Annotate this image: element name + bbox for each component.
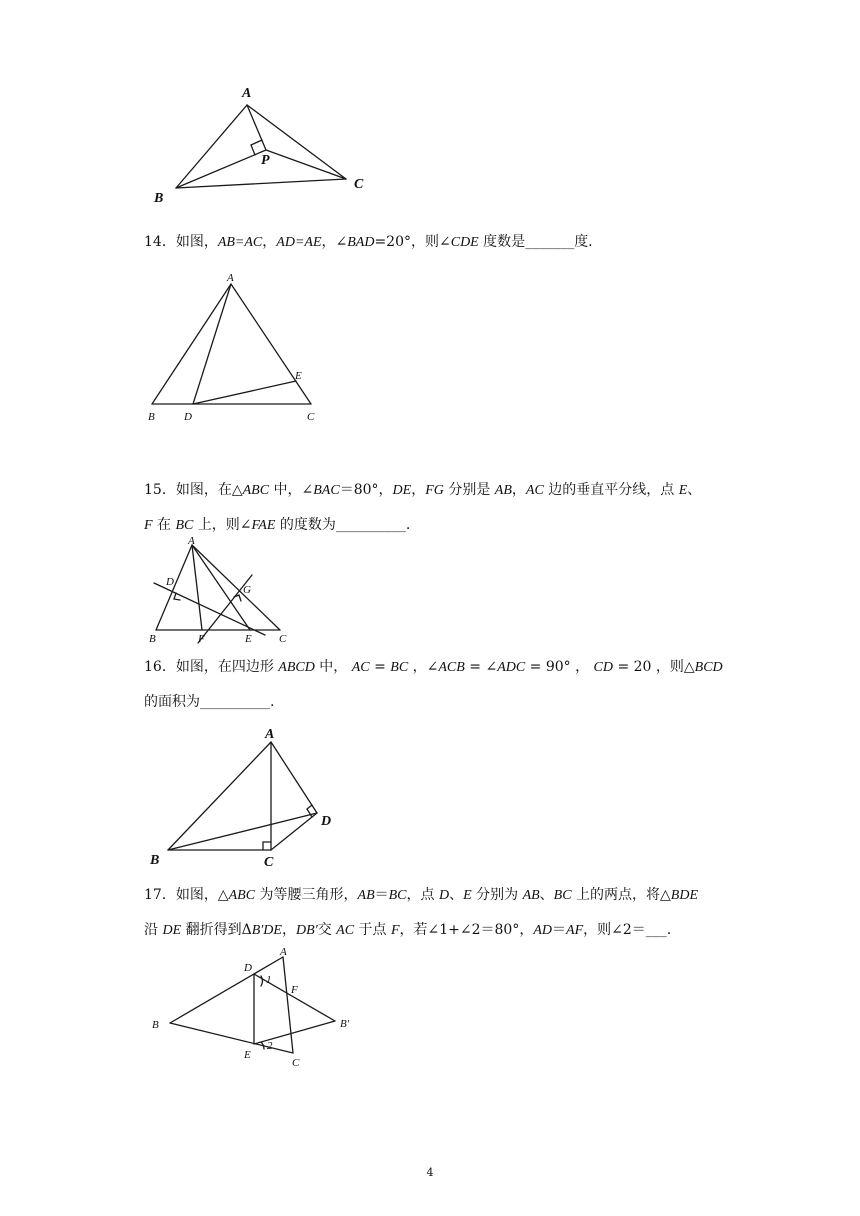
- question-14: 14．如图，AB=AC，AD=AE，∠BAD=20°，则∠CDE 度数是_______度.: [144, 234, 593, 250]
- segment-cp: [266, 150, 346, 179]
- segment-ad: [271, 742, 317, 813]
- label-b: B: [148, 411, 155, 423]
- label-f: F: [198, 633, 205, 645]
- segment-ac: [283, 957, 293, 1053]
- label-c: C: [279, 633, 287, 645]
- label-e: E: [244, 1049, 251, 1061]
- answer-blank[interactable]: __________: [335, 517, 406, 533]
- right-angle-mark-c: [263, 842, 271, 850]
- answer-blank[interactable]: _______: [525, 234, 575, 250]
- label-d: D: [321, 814, 332, 829]
- label-e: E: [245, 633, 252, 645]
- label-f: F: [291, 984, 298, 996]
- segment-ab: [156, 545, 192, 630]
- question-15: 15．如图，在△ABC 中，∠BAC＝80°，DE，FG 分别是 AB，AC 边的垂直平分线，点 E、 F 在 BC 上，则∠FAE 的度数为__________.: [144, 482, 702, 533]
- label-b: B: [152, 1019, 159, 1031]
- label-1: 1: [266, 974, 272, 986]
- question-16: 16．如图，在四边形 ABCD 中， AC = BC ，∠ACB = ∠ADC = 90° ， CD = 20 ，则△BCD 的面积为__________.: [144, 659, 723, 710]
- segment-ad: [193, 284, 231, 404]
- segment-ab: [168, 742, 271, 850]
- label-d: D: [184, 411, 192, 423]
- label-a: A: [188, 535, 195, 547]
- segment-ac: [192, 545, 280, 630]
- label-a: A: [242, 86, 252, 101]
- segment-bc: [176, 179, 346, 188]
- label-c: C: [264, 855, 274, 870]
- label-a: A: [265, 727, 275, 742]
- segment-ab: [176, 105, 247, 188]
- figure-16: [140, 722, 360, 874]
- label-d: D: [166, 576, 174, 588]
- right-angle-mark-g: [234, 595, 241, 601]
- answer-blank[interactable]: ___: [645, 922, 667, 938]
- figure-13: [140, 80, 380, 210]
- segment-de: [193, 381, 296, 404]
- label-c: C: [307, 411, 315, 423]
- label-b: B: [150, 853, 160, 868]
- label-c: C: [292, 1057, 300, 1069]
- label-d: D: [244, 962, 252, 974]
- figure-15: [140, 535, 300, 647]
- figure-17: [140, 945, 380, 1075]
- label-2: 2: [267, 1040, 273, 1052]
- segment-ba: [170, 957, 283, 1023]
- label-e: E: [295, 370, 302, 382]
- label-c: C: [354, 177, 364, 192]
- segment-bp: [176, 150, 266, 188]
- angle-mark-1: [261, 976, 263, 986]
- label-p: P: [261, 153, 270, 168]
- segment-ab: [152, 284, 231, 404]
- answer-blank[interactable]: __________: [200, 694, 270, 710]
- label-a: A: [227, 272, 234, 284]
- question-17: 17．如图，△ABC 为等腰三角形，AB＝BC，点 D、E 分别为 AB、BC 上的两点，将△BDE 沿 DE 翻折得到ΔB′DE，DB′交 AC 于点 F，若∠1+∠2＝80°，AD＝AF，则∠2＝___.: [144, 887, 698, 938]
- label-g: G: [243, 584, 251, 596]
- label-a: A: [280, 946, 287, 958]
- figure-14: [140, 268, 340, 428]
- label-b: B: [154, 191, 164, 206]
- label-b-prime: B′: [340, 1018, 350, 1030]
- page-number: 4: [426, 1166, 434, 1179]
- label-b: B: [149, 633, 156, 645]
